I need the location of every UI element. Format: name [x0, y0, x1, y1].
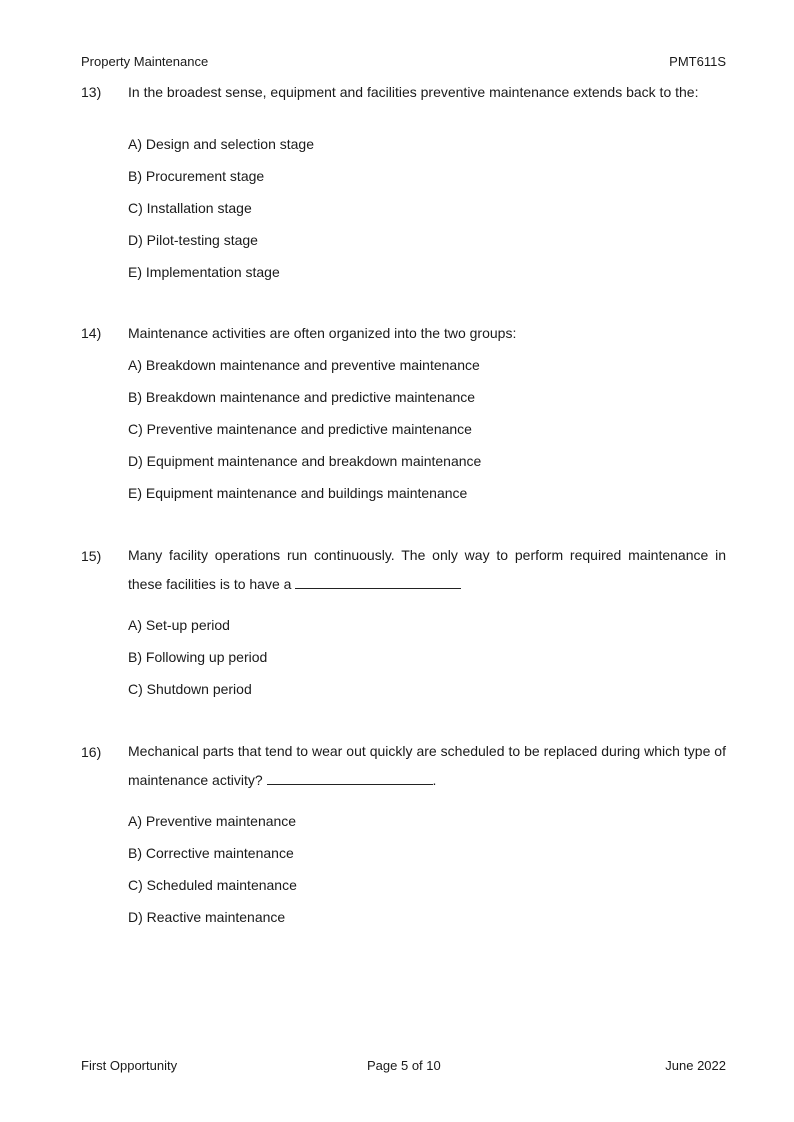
option-b: B) Procurement stage	[128, 168, 265, 184]
footer-page-number: Page 5 of 10	[367, 1058, 441, 1073]
option-d: D) Pilot-testing stage	[128, 232, 258, 248]
question-text	[128, 737, 726, 795]
answer-blank	[267, 770, 433, 785]
option-c: C) Shutdown period	[128, 681, 252, 697]
option-c: C) Scheduled maintenance	[128, 877, 297, 893]
footer-date: June 2022	[665, 1058, 726, 1073]
option-a: A) Preventive maintenance	[128, 813, 297, 829]
option-a: A) Breakdown maintenance and preventive maintenance	[128, 357, 480, 373]
answer-blank	[295, 574, 461, 589]
question-text-body: Mechanical parts that tend to wear out quickly are scheduled to be replaced during which type of maintenance activity?	[128, 743, 726, 788]
question-text-end: .	[432, 772, 437, 788]
question-number: 14)	[81, 325, 102, 341]
option-c: C) Preventive maintenance and predictive maintenance	[128, 421, 472, 437]
header-course: Property Maintenance	[81, 54, 209, 69]
header-code: PMT611S	[669, 54, 726, 69]
footer-opportunity: First Opportunity	[81, 1058, 178, 1073]
option-b: B) Corrective maintenance	[128, 845, 294, 861]
option-e: E) Equipment maintenance and buildings maintenance	[128, 485, 468, 501]
option-d: D) Equipment maintenance and breakdown maintenance	[128, 453, 482, 469]
option-c: C) Installation stage	[128, 200, 252, 216]
option-e: E) Implementation stage	[128, 264, 280, 280]
question-number: 16)	[81, 744, 102, 760]
option-b: B) Breakdown maintenance and predictive maintenance	[128, 389, 476, 405]
option-a: A) Set-up period	[128, 617, 230, 633]
question-text	[128, 541, 726, 599]
question-text-body: Many facility operations run continuously. The only way to perform required maintenance in these facilities is to have a	[128, 547, 726, 592]
option-b: B) Following up period	[128, 649, 268, 665]
question-number: 15)	[81, 548, 102, 564]
question-text: Maintenance activities are often organized into the two groups:	[128, 325, 517, 341]
question-number: 13)	[81, 84, 102, 100]
option-d: D) Reactive maintenance	[128, 909, 286, 925]
option-a: A) Design and selection stage	[128, 136, 314, 152]
question-text: In the broadest sense, equipment and facilities preventive maintenance extends back to the:	[128, 84, 699, 100]
